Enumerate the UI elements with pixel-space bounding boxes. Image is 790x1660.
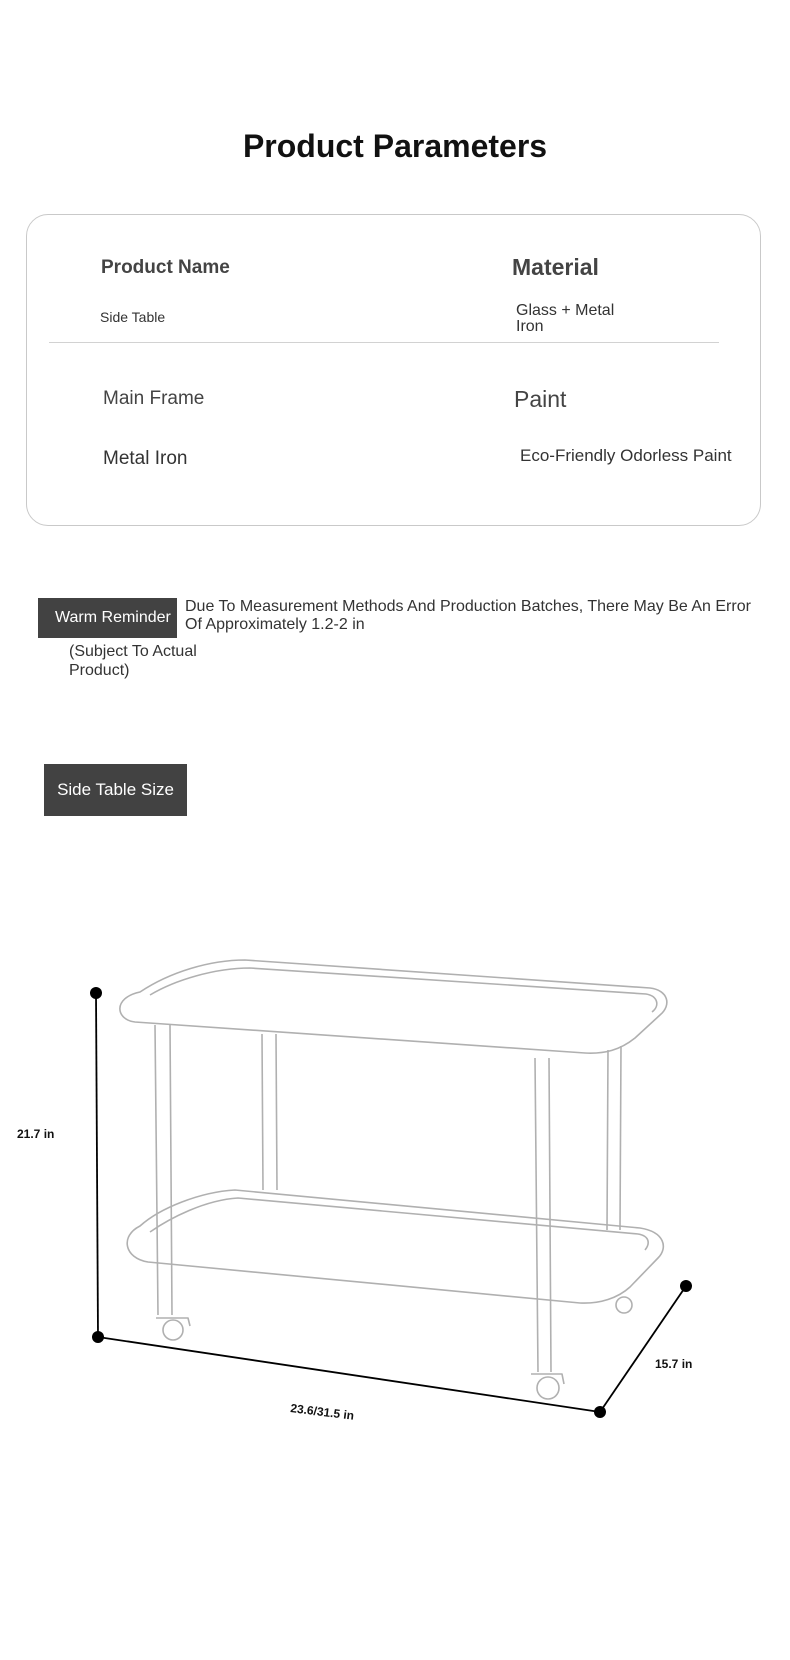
material-label: Material: [512, 254, 599, 280]
side-table-size-badge: Side Table Size: [44, 764, 187, 816]
main-frame-value: Metal Iron: [103, 448, 188, 469]
side-table-dimension-diagram: [0, 950, 790, 1430]
height-top-dot: [90, 987, 102, 999]
reminder-text: Due To Measurement Methods And Production Batches, There May Be An Error Of Approximately 1.2-2 in: [185, 598, 751, 633]
reminder-note: (Subject To Actual Product): [69, 643, 197, 679]
height-dimension-label: 21.7 in: [17, 1127, 55, 1141]
card-divider: [49, 342, 719, 343]
material-value: Glass + Metal Iron: [516, 302, 615, 335]
paint-label: Paint: [514, 386, 567, 412]
product-name-value: Side Table: [100, 309, 166, 325]
height-bottom-dot: [92, 1331, 104, 1343]
main-frame-label: Main Frame: [103, 388, 205, 409]
product-name-label: Product Name: [101, 257, 230, 278]
length-dimension-label: 23.6/31.5 in: [289, 1401, 355, 1423]
depth-end-dot: [680, 1280, 692, 1292]
paint-value: Eco-Friendly Odorless Paint: [520, 446, 732, 465]
page-title: Product Parameters: [242, 128, 548, 164]
side-table-illustration: [120, 960, 667, 1399]
depth-dimension-label: 15.7 in: [655, 1357, 693, 1371]
dimension-lines: [96, 993, 686, 1412]
warm-reminder-badge: Warm Reminder: [38, 598, 177, 638]
length-end-dot: [594, 1406, 606, 1418]
